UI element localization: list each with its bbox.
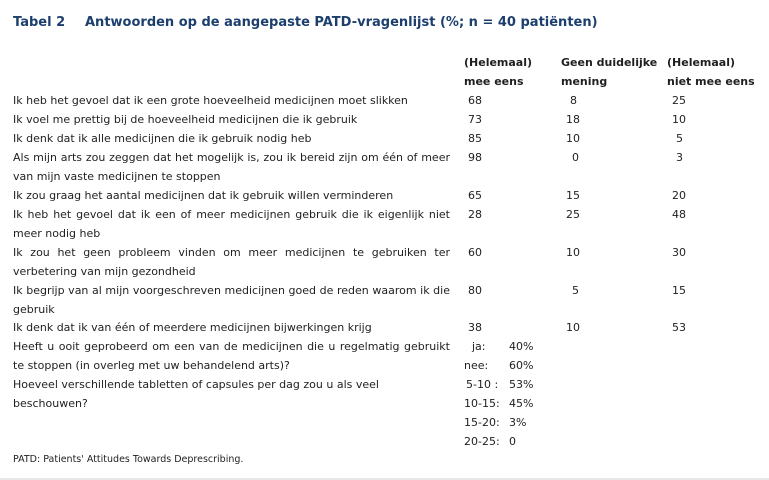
- row-question: Ik zou het geen probleem vinden om meer medicijnen te gebruiken ter verbetering van mijn gezondheid: [13, 246, 450, 278]
- cell-disagree: 3: [676, 151, 683, 164]
- answer-value: 53%: [509, 378, 534, 391]
- row-question: Ik zou graag het aantal medicijnen dat ik gebruik willen verminderen: [13, 189, 394, 202]
- cell-agree: 85: [468, 132, 482, 145]
- cell-agree: 65: [468, 189, 482, 202]
- cell-agree: 28: [468, 208, 482, 221]
- cell-disagree: 25: [672, 94, 686, 107]
- answer-value: 60%: [509, 359, 534, 372]
- column-header-line: mee eens: [464, 75, 524, 88]
- cell-disagree: 20: [672, 189, 686, 202]
- cell-neutral: 0: [572, 151, 579, 164]
- table-title: Antwoorden op de aangepaste PATD-vragenlijst (%; n = 40 patiënten): [85, 15, 598, 30]
- cell-agree: 38: [468, 321, 482, 334]
- cell-neutral: 10: [566, 246, 580, 259]
- table-caption: [13, 15, 598, 30]
- cell-neutral: 25: [566, 208, 580, 221]
- cell-agree: 60: [468, 246, 482, 259]
- column-header-neutral: [561, 53, 657, 91]
- cell-disagree: 53: [672, 321, 686, 334]
- answer-value: 3%: [509, 416, 527, 429]
- answer-label: 10-15:: [464, 397, 500, 410]
- column-header-line: niet mee eens: [667, 75, 755, 88]
- row-question: Als mijn arts zou zeggen dat het mogelijk is, zou ik bereid zijn om één of meer van mijn vaste medicijnen te stoppen: [13, 151, 450, 183]
- column-header-line: mening: [561, 75, 608, 88]
- row-question: Hoeveel verschillende tabletten of capsules per dag zou u als veel beschouwen?: [13, 378, 379, 410]
- answer-label: ja:: [472, 340, 486, 353]
- cell-neutral: 10: [566, 321, 580, 334]
- column-header-line: (Helemaal): [464, 56, 533, 69]
- answer-value: 45%: [509, 397, 534, 410]
- answer-label: 15-20:: [464, 416, 500, 429]
- cell-neutral: 10: [566, 132, 580, 145]
- cell-agree: 73: [468, 113, 482, 126]
- column-header-agree: [464, 53, 532, 91]
- cell-disagree: 5: [676, 132, 683, 145]
- row-question: Heeft u ooit geprobeerd om een van de medicijnen die u regelmatig gebruikt te stoppen (in overleg met uw behandelend arts)?: [13, 340, 450, 372]
- answer-value: 0: [509, 435, 516, 448]
- cell-agree: 68: [468, 94, 482, 107]
- row-question: Ik voel me prettig bij de hoeveelheid medicijnen die ik gebruik: [13, 113, 358, 126]
- cell-neutral: 5: [572, 284, 579, 297]
- cell-disagree: 30: [672, 246, 686, 259]
- table-label: Tabel 2: [13, 15, 66, 30]
- row-question: Ik denk dat ik alle medicijnen die ik gebruik nodig heb: [13, 132, 312, 145]
- cell-disagree: 48: [672, 208, 686, 221]
- answer-value: 40%: [509, 340, 534, 353]
- cell-neutral: 8: [570, 94, 577, 107]
- row-question: Ik heb het gevoel dat ik een of meer medicijnen gebruik die ik eigenlijk niet meer nodig heb: [13, 208, 450, 240]
- answer-label: 5-10 :: [466, 378, 499, 391]
- cell-agree: 80: [468, 284, 482, 297]
- row-question: Ik begrijp van al mijn voorgeschreven medicijnen goed de reden waarom ik die gebruik: [13, 284, 450, 316]
- cell-disagree: 10: [672, 113, 686, 126]
- cell-disagree: 15: [672, 284, 686, 297]
- column-header-line: Geen duidelijke: [561, 56, 658, 69]
- answer-label: nee:: [464, 359, 489, 372]
- cell-neutral: 15: [566, 189, 580, 202]
- column-header-disagree: [667, 53, 755, 91]
- table-footnote: PATD: Patients' Attitudes Towards Deprescribing.: [13, 454, 244, 465]
- answer-label: 20-25:: [464, 435, 500, 448]
- cell-agree: 98: [468, 151, 482, 164]
- row-question: Ik denk dat ik van één of meerdere medicijnen bijwerkingen krijg: [13, 321, 372, 334]
- cell-neutral: 18: [566, 113, 580, 126]
- column-header-line: (Helemaal): [667, 56, 736, 69]
- row-question: Ik heb het gevoel dat ik een grote hoeveelheid medicijnen moet slikken: [13, 94, 408, 107]
